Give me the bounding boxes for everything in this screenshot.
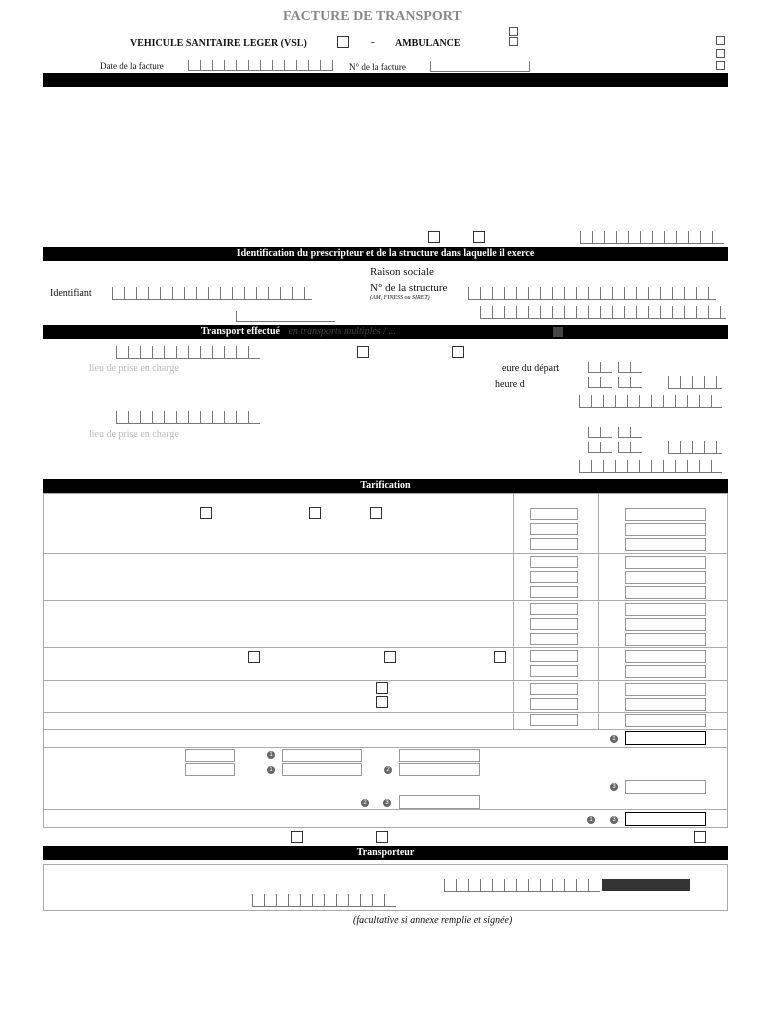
blank-area-checkbox-1[interactable] (428, 231, 440, 243)
pricing-row-sep-4 (43, 680, 728, 681)
pricing-checkbox-8[interactable] (376, 696, 388, 708)
pricing-checkbox-1[interactable] (200, 507, 212, 519)
pricing-checkbox-4[interactable] (248, 651, 260, 663)
deduction-mid-field-1[interactable] (282, 749, 362, 762)
right-checkbox-3[interactable] (716, 61, 725, 70)
marker-2-a: 2 (384, 766, 392, 774)
transport-checkbox-1[interactable] (357, 346, 369, 358)
blank-area-checkbox-2[interactable] (473, 231, 485, 243)
prescriber-extra-field[interactable] (236, 311, 335, 322)
pricing-row-sep-6 (43, 729, 728, 730)
structure-number-label: N° de la structure (370, 282, 448, 294)
blank-area-number-field[interactable] (580, 231, 724, 244)
deduction-left-field-2[interactable] (185, 763, 235, 776)
invoice-number-label: N° de la facture (349, 62, 406, 72)
return-minute-field[interactable] (618, 427, 642, 438)
prescriber-second-number-field[interactable] (480, 306, 726, 319)
pricing-right-field-8[interactable] (625, 618, 706, 631)
pricing-mid-field-13[interactable] (530, 698, 578, 710)
pricing-mid-field-3[interactable] (530, 538, 578, 550)
vsl-checkbox[interactable] (337, 36, 349, 48)
pricing-divider-v1 (513, 493, 514, 729)
pricing-right-field-13[interactable] (625, 698, 706, 711)
pre-carrier-checkbox-2[interactable] (376, 831, 388, 843)
transport-long-field-1[interactable] (579, 395, 722, 408)
pricing-checkbox-6[interactable] (494, 651, 506, 663)
pricing-section-bar: Tarification (43, 479, 728, 493)
pricing-mid-field-14[interactable] (530, 714, 578, 726)
pricing-mid-field-1[interactable] (530, 508, 578, 520)
identifiant-field[interactable] (112, 287, 312, 300)
header-dash: - (371, 36, 375, 48)
deduction-left-field-1[interactable] (185, 749, 235, 762)
invoice-date-field[interactable] (188, 60, 333, 71)
transport-section-bar (43, 325, 728, 339)
marker-1-a: 1 (610, 735, 618, 743)
pricing-mid-field-10[interactable] (530, 650, 578, 662)
marker-3-c: 3 (610, 816, 618, 824)
invoice-date-label: Date de la facture (100, 61, 164, 71)
pickup-label-1: lieu de prise en charge (89, 363, 179, 374)
header-checkbox-ambulance[interactable] (509, 37, 518, 46)
carrier-number-field[interactable] (444, 879, 600, 892)
form-title: FACTURE DE TRANSPORT (283, 9, 462, 24)
carrier-date-field[interactable] (252, 894, 396, 907)
pricing-mid-field-5[interactable] (530, 571, 578, 583)
pricing-right-field-7[interactable] (625, 603, 706, 616)
marker-3-b: 3 (383, 799, 391, 807)
pricing-row-sep-7 (43, 747, 728, 748)
pricing-right-field-2[interactable] (625, 523, 706, 536)
pricing-right-field-4[interactable] (625, 556, 706, 569)
distance-field-2[interactable] (668, 441, 722, 454)
deduction-total-field[interactable] (625, 780, 706, 794)
prescriber-section-bar: Identification du prescripteur et de la structure dans laquelle il exerce (43, 247, 728, 261)
arrival-minute-field[interactable] (618, 377, 642, 388)
pricing-row-sep-5 (43, 712, 728, 713)
pricing-mid-field-7[interactable] (530, 603, 578, 615)
right-checkbox-1[interactable] (716, 36, 725, 45)
transport-date-field-1[interactable] (116, 346, 260, 359)
pricing-checkbox-5[interactable] (384, 651, 396, 663)
pricing-right-field-11[interactable] (625, 665, 706, 678)
pricing-row-sep-1 (43, 553, 728, 554)
total-field[interactable] (625, 812, 706, 826)
raison-sociale-label: Raison sociale (370, 266, 434, 278)
arrival-hour-field[interactable] (588, 377, 612, 388)
time-label-2: heure d (495, 379, 525, 390)
pricing-mid-field-11[interactable] (530, 665, 578, 677)
pricing-mid-field-4[interactable] (530, 556, 578, 568)
transport-bar-faint: en transports multiples / ... (288, 326, 396, 337)
return-hour-field[interactable] (588, 427, 612, 438)
carrier-section-bar: Transporteur (43, 846, 728, 860)
marker-1-b: 1 (267, 751, 275, 759)
marker-1-d: 1 (587, 816, 595, 824)
marker-3-a: 3 (610, 783, 618, 791)
ambulance-label: AMBULANCE (395, 38, 461, 49)
pricing-checkbox-7[interactable] (376, 682, 388, 694)
return-arrival-minute-field[interactable] (618, 442, 642, 453)
right-checkbox-2[interactable] (716, 49, 725, 58)
return-arrival-hour-field[interactable] (588, 442, 612, 453)
carrier-footnote: (facultative si annexe remplie et signée) (353, 915, 513, 926)
transport-checkbox-2[interactable] (452, 346, 464, 358)
pricing-right-field-1[interactable] (625, 508, 706, 521)
pricing-right-field-12[interactable] (625, 683, 706, 696)
pricing-checkbox-3[interactable] (370, 507, 382, 519)
identifiant-label: Identifiant (50, 288, 92, 299)
pricing-mid-field-2[interactable] (530, 523, 578, 535)
deduction-bottom-field[interactable] (399, 795, 480, 809)
pricing-mid-field-9[interactable] (530, 633, 578, 645)
pre-carrier-checkbox-3[interactable] (694, 831, 706, 843)
pricing-mid-field-8[interactable] (530, 618, 578, 630)
pricing-row-sep-3 (43, 647, 728, 648)
subtotal-field[interactable] (625, 731, 706, 745)
pricing-mid-field-6[interactable] (530, 586, 578, 598)
deduction-right-field-2[interactable] (399, 763, 480, 776)
structure-number-field[interactable] (468, 287, 716, 300)
pricing-checkbox-2[interactable] (309, 507, 321, 519)
header-black-bar (43, 73, 728, 87)
departure-hour-field[interactable] (588, 362, 612, 373)
pricing-row-sep-8 (43, 809, 728, 810)
pricing-right-field-14[interactable] (625, 714, 706, 727)
pricing-mid-field-12[interactable] (530, 683, 578, 695)
pre-carrier-checkbox-1[interactable] (291, 831, 303, 843)
vsl-label: VEHICULE SANITAIRE LEGER (VSL) (130, 38, 307, 49)
departure-time-label: eure du départ (502, 363, 560, 374)
carrier-dark-field[interactable] (602, 879, 690, 891)
pickup-label-2: lieu de prise en charge (89, 429, 179, 440)
deduction-mid-field-2[interactable] (282, 763, 362, 776)
distance-field-1[interactable] (668, 376, 722, 389)
header-checkbox-top[interactable] (509, 27, 518, 36)
pricing-right-field-6[interactable] (625, 586, 706, 599)
pricing-right-field-5[interactable] (625, 571, 706, 584)
structure-hint: (AM, FINESS ou SIRET) (370, 295, 430, 301)
marker-1-c: 1 (267, 766, 275, 774)
transport-long-field-2[interactable] (579, 460, 722, 473)
deduction-right-field-1[interactable] (399, 749, 480, 762)
pricing-row-sep-2 (43, 600, 728, 601)
transport-bar-title: Transport effectué (201, 326, 280, 337)
invoice-number-field[interactable] (430, 61, 530, 72)
pricing-divider-v2 (598, 493, 599, 729)
departure-minute-field[interactable] (618, 362, 642, 373)
pricing-right-field-9[interactable] (625, 633, 706, 646)
pricing-right-field-10[interactable] (625, 650, 706, 663)
transport-date-field-2[interactable] (116, 411, 260, 424)
marker-2-b: 2 (361, 799, 369, 807)
pricing-right-field-3[interactable] (625, 538, 706, 551)
transport-bar-grey-square (553, 327, 563, 337)
